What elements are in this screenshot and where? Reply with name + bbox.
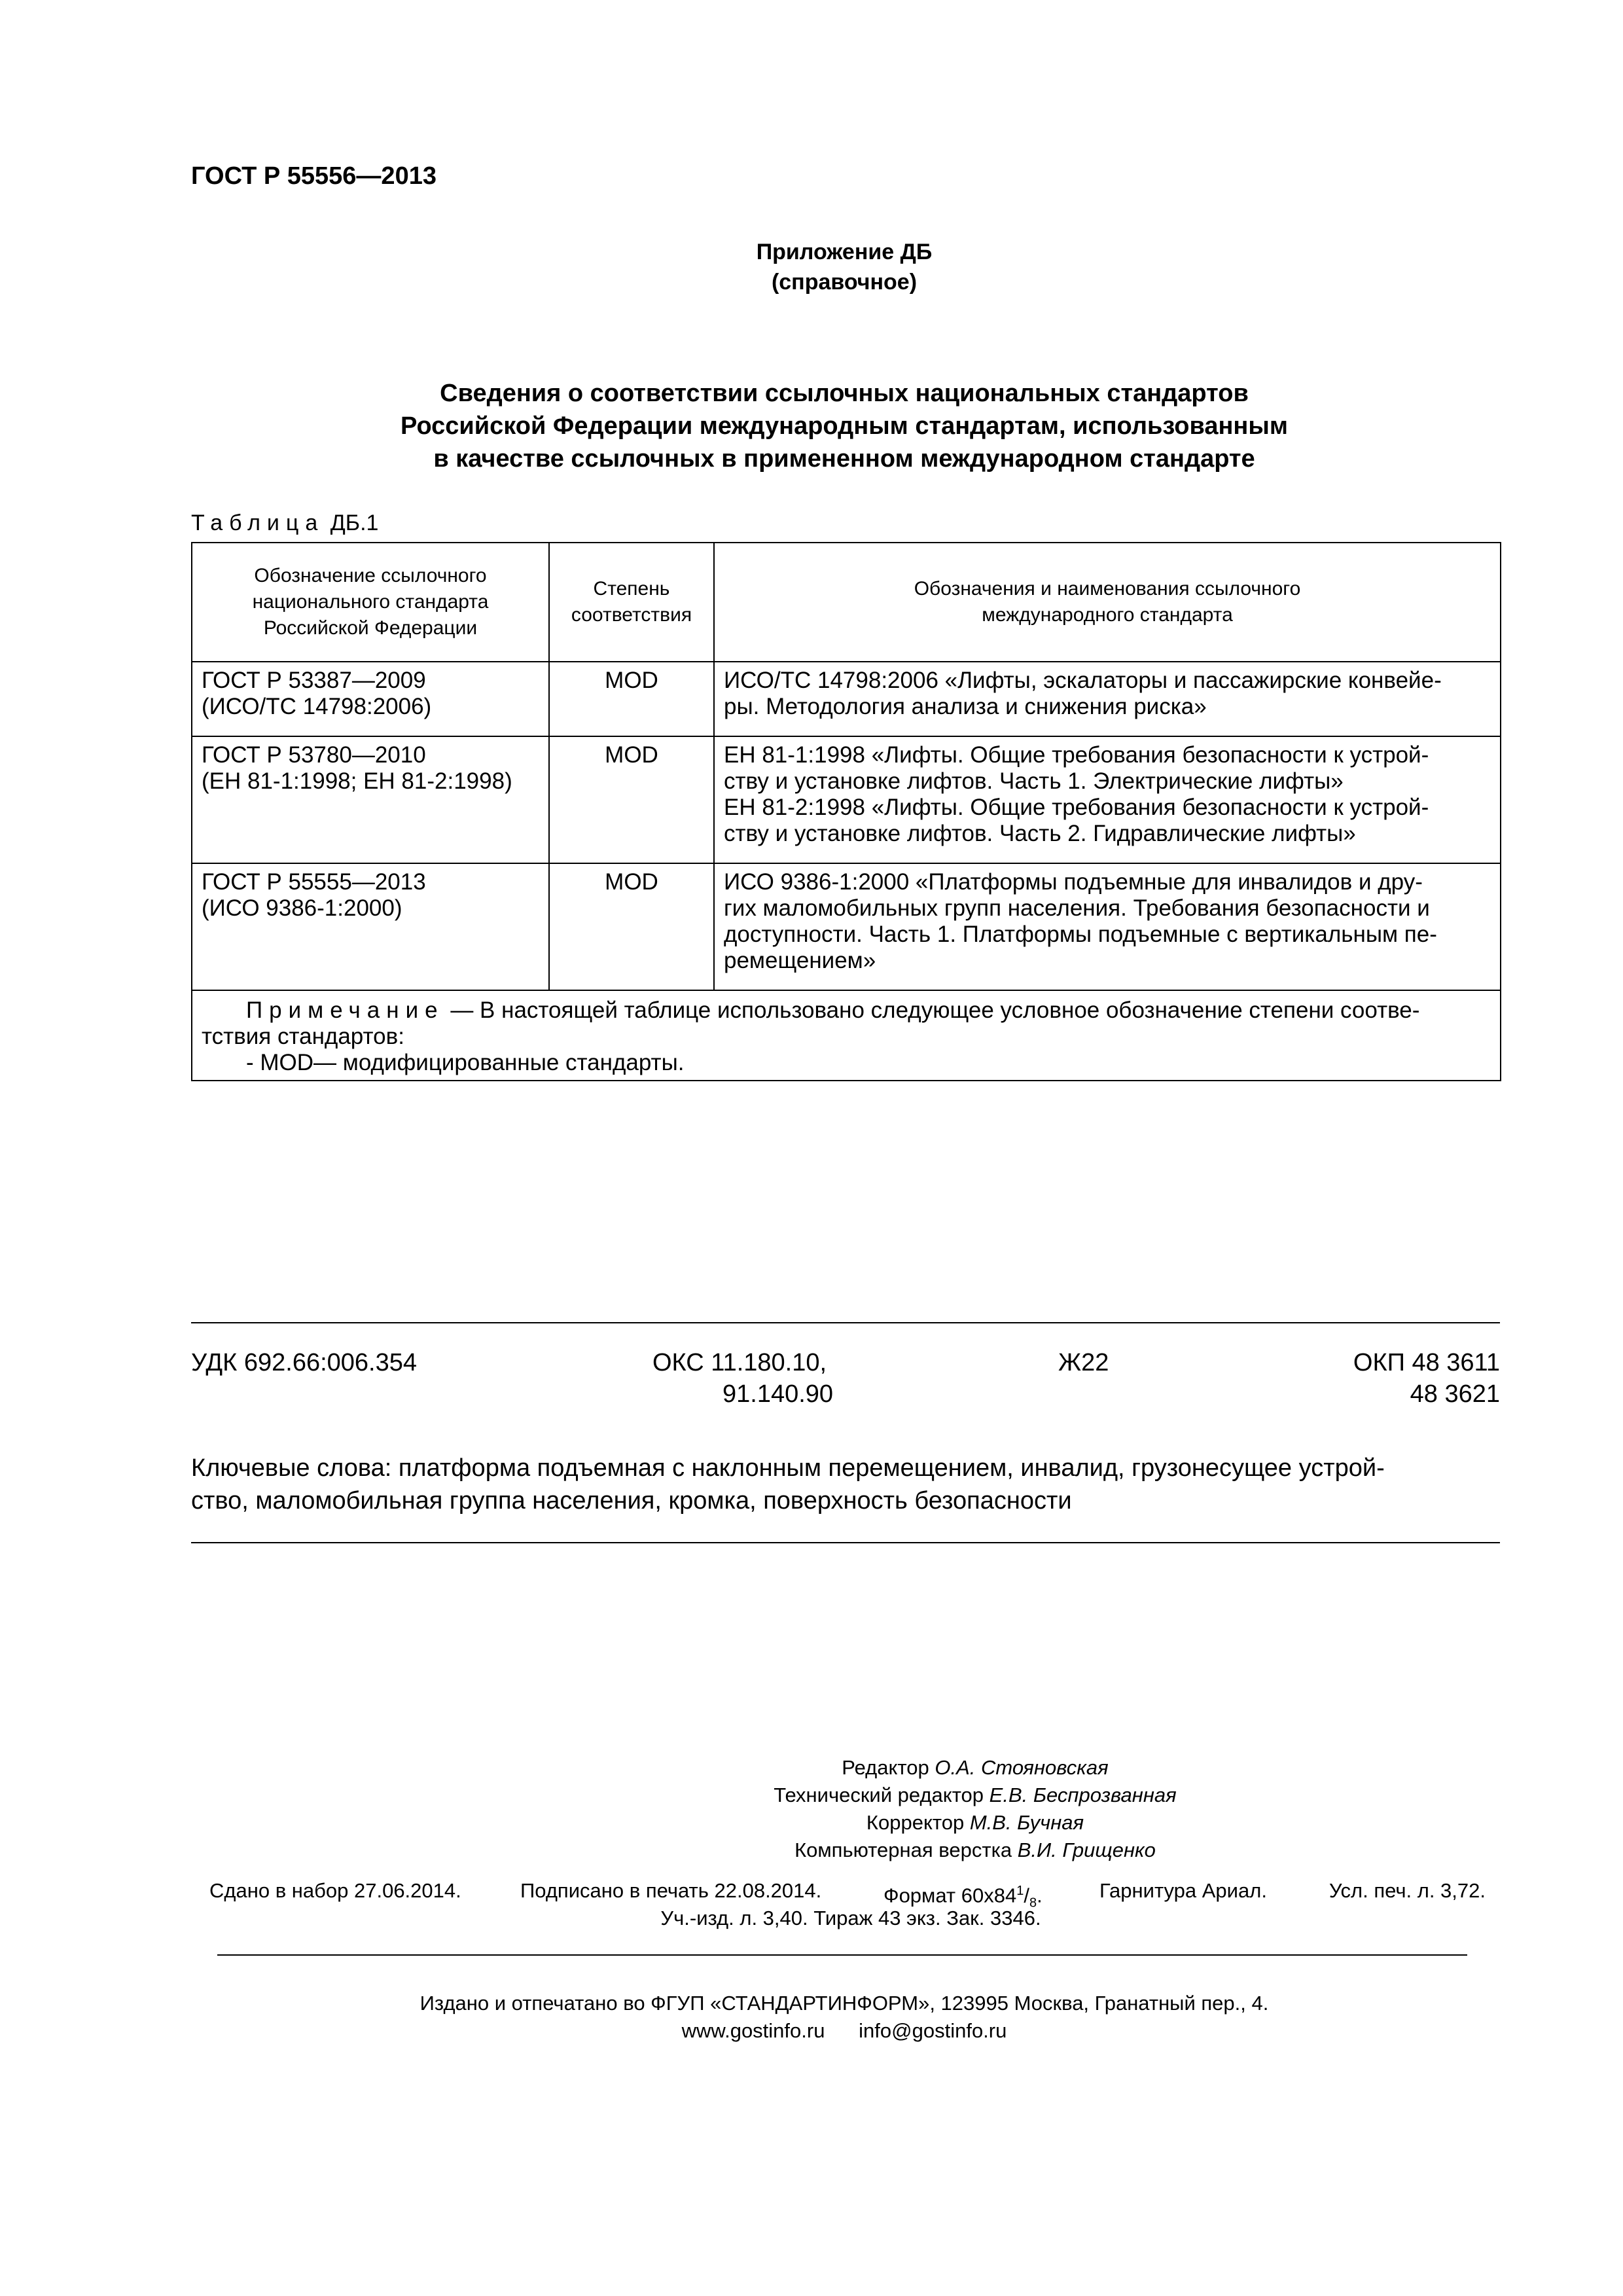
cell-degree: MOD: [549, 662, 714, 736]
table-row: [192, 863, 1501, 990]
cell-degree: MOD: [549, 863, 714, 990]
publisher-contacts: [288, 2017, 1400, 2045]
cell-international: ЕН 81-1:1998 «Лифты. Общие требования безопасности к устрой- ству и установке лифтов. Часть 1. Электрические лифты» ЕН 81-2:1998 «Лифты. Общие требования безопасности к устрой- ству и установке лифтов. Часть 2. Гидравлические лифты»: [714, 736, 1501, 863]
okp-code: 48 3621: [1410, 1380, 1500, 1408]
credit-line: Корректор М.В. Бучная: [866, 1811, 1084, 1834]
publisher: [288, 1990, 1400, 2045]
reference-table: [191, 542, 1501, 1081]
imprint-sheets: Усл. печ. л. 3,72.: [1329, 1879, 1486, 1902]
website-link[interactable]: www.gostinfo.ru: [681, 2019, 825, 2042]
cell-national: ГОСТ Р 53387—2009 (ИСО/ТС 14798:2006): [192, 662, 549, 736]
appendix-kind: (справочное): [771, 270, 918, 295]
appendix-title: Приложение ДБ: [756, 240, 933, 264]
cell-degree: MOD: [549, 736, 714, 863]
imprint-edition: Уч.-изд. л. 3,40. Тираж 43 экз. Зак. 3346.: [660, 1907, 1041, 1929]
publisher-address: Издано и отпечатано во ФГУП «СТАНДАРТИНФОРМ», 123995 Москва, Гранатный пер., 4.: [419, 1992, 1269, 2015]
note-text: тствия стандартов:: [202, 1024, 404, 1049]
udk-code: УДК 692.66:006.354: [191, 1349, 418, 1376]
credit-line: Компьютерная верстка В.И. Грищенко: [794, 1839, 1156, 1861]
imprint-format: Формат $60х84^1/_8$.: [883, 1884, 1043, 1910]
oks-code: ОКС 11.180.10,: [652, 1349, 827, 1376]
table-caption-id: ДБ.1: [330, 511, 379, 535]
cell-national: ГОСТ Р 53780—2010 (ЕН 81-1:1998; ЕН 81-2:1998): [192, 736, 549, 863]
table-note-row: [192, 990, 1501, 1081]
keywords: Ключевые слова: платформа подъемная с наклонным перемещением, инвалид, грузонесущее устрой- ство, маломобильная группа населения, кромка, поверхность безопасности: [191, 1454, 1385, 1515]
table-row: [192, 662, 1501, 736]
heading-line: Сведения о соответствии ссылочных национальных стандартов: [440, 380, 1249, 407]
cell-international: ИСО/ТС 14798:2006 «Лифты, эскалаторы и пассажирские конвейе- ры. Методология анализа и снижения риска»: [714, 662, 1501, 736]
table-caption-word: Таблица: [191, 511, 325, 535]
group-code: Ж22: [1058, 1349, 1109, 1376]
appendix-heading: [262, 377, 1427, 475]
document-standard-id: ГОСТ Р 55556—2013: [191, 162, 437, 190]
credits: [550, 1754, 1400, 1864]
note-text: — В настоящей таблице использовано следующее условное обозначение степени соотве-: [444, 997, 1420, 1023]
divider: [191, 1542, 1500, 1543]
table-note: [192, 990, 1501, 1081]
okp-code: ОКП 48 3611: [1353, 1349, 1500, 1376]
heading-line: Российской Федерации международным стандартам, использованным: [401, 412, 1288, 440]
heading-line: в качестве ссылочных в примененном международном стандарте: [433, 445, 1255, 473]
header-international-standard: Обозначения и наименования ссылочного международного стандарта: [714, 543, 1501, 662]
note-label: Примечание: [246, 997, 444, 1023]
cell-international: ИСО 9386-1:2000 «Платформы подъемные для инвалидов и дру- гих маломобильных групп населения. Требования безопасности и доступности. Часть 1. Платформы подъемные с вертикальным пе- ремещением»: [714, 863, 1501, 990]
oks-code: 91.140.90: [722, 1380, 834, 1408]
table-row: [192, 736, 1501, 863]
credit-line: Технический редактор Е.В. Беспрозванная: [774, 1784, 1177, 1806]
credit-line: Редактор О.А. Стояновская: [842, 1756, 1109, 1779]
divider: [217, 1954, 1467, 1956]
cell-national: ГОСТ Р 55555—2013 (ИСО 9386-1:2000): [192, 863, 549, 990]
table-header-row: [192, 543, 1501, 662]
note-text: - MOD— модифицированные стандарты.: [246, 1050, 685, 1075]
header-degree: Степень соответствия: [549, 543, 714, 662]
imprint-signed: Подписано в печать 22.08.2014.: [520, 1879, 822, 1902]
imprint-typeset: Сдано в набор 27.06.2014.: [209, 1879, 461, 1902]
email-link[interactable]: info@gostinfo.ru: [859, 2019, 1007, 2042]
imprint-font: Гарнитура Ариал.: [1099, 1879, 1267, 1902]
divider: [191, 1322, 1500, 1323]
header-national-standard: Обозначение ссылочного национального стандарта Российской Федерации: [192, 543, 549, 662]
table-caption: [191, 511, 378, 536]
